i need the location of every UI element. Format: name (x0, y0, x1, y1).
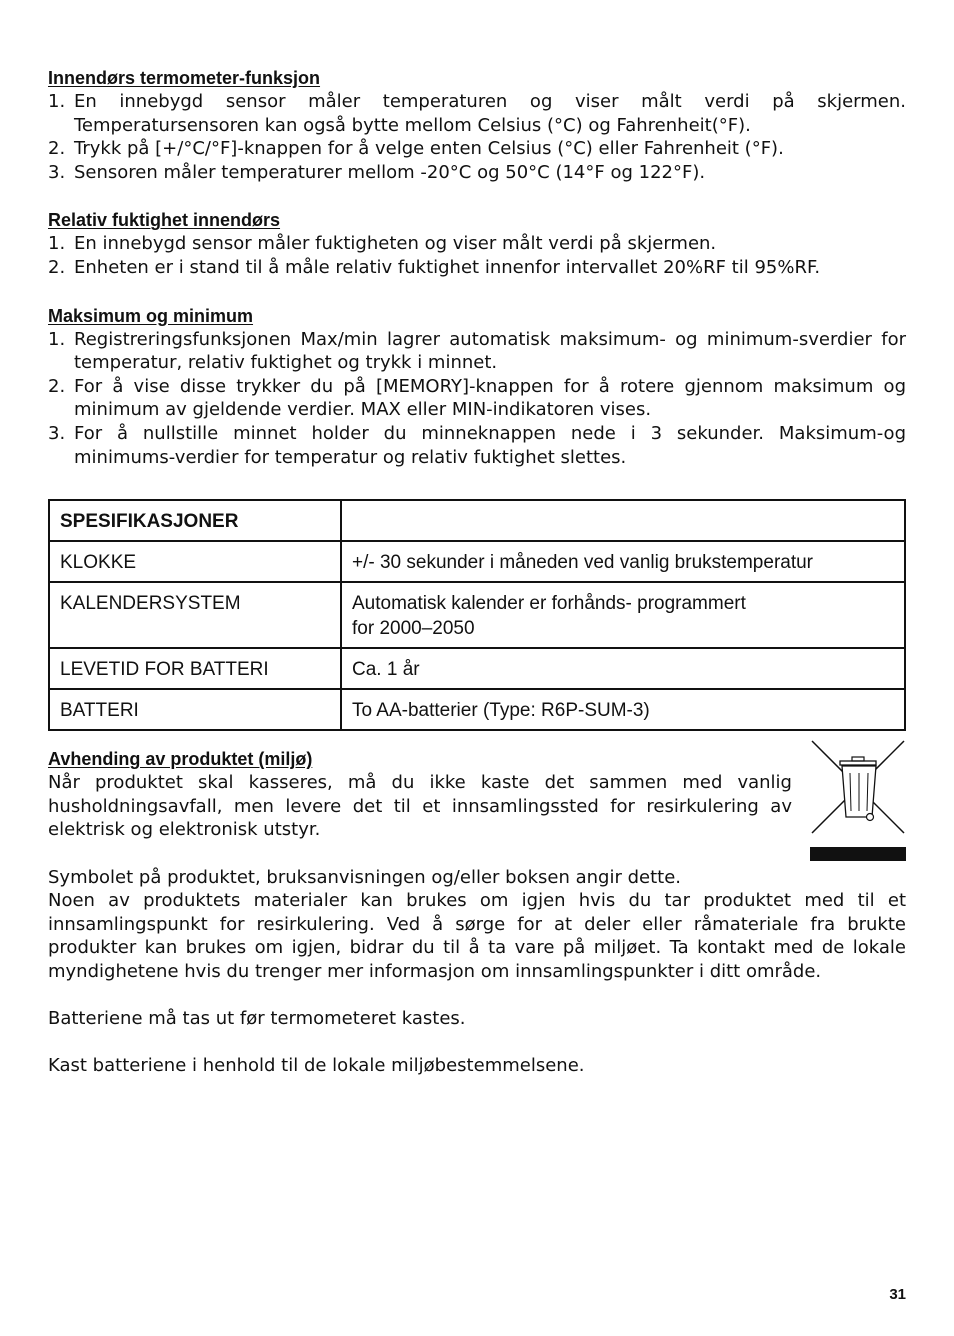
disposal-intro: Når produktet skal kasseres, må du ikke kaste det sammen med vanlig husholdningsavfall, men levere det til et innsamlingssted for resirkulering av elektrisk og elektronisk utstyr. (48, 772, 792, 841)
list-item: 2. Enheten er i stand til å måle relativ fuktighet innenfor intervallet 20%RF til 95%RF. (48, 256, 821, 278)
heading-indoor-temperature: Innendørs termometer-funksjon (48, 68, 321, 88)
list-item: 1. En innebygd sensor måler temperaturen og viser målt verdi på skjermen. Temperatursensoren kan også bytte mellom Celsius (°C) og Fahrenheit(°F). (48, 91, 906, 136)
list-item: 2. For å vise disse trykker du på [MEMORY]-knappen for å rotere gjennom maksimum og minimum av gjeldende verdier. MAX eller MIN-indikatoren vises. (48, 375, 906, 421)
list-indoor-temperature (48, 90, 906, 184)
table-row (49, 689, 905, 730)
table-header-cell (341, 500, 905, 541)
table-cell: KALENDERSYSTEM (49, 582, 341, 648)
section-indoor-temperature (48, 66, 906, 184)
table-row (49, 541, 905, 582)
list-item: 1. Registreringsfunksjonen Max/min lagrer automatisk maksimum- og minimum-sverdier for temperatur, relativ fuktighet og trykk i minnet. (48, 328, 906, 374)
disposal-paragraph: Kast batteriene i henhold til de lokale miljøbestemmelsene. (48, 1055, 585, 1077)
table-cell: LEVETID FOR BATTERI (49, 648, 341, 689)
table-row (49, 648, 905, 689)
weee-crossed-bin-icon (810, 739, 906, 863)
disposal-paragraph: Batteriene må tas ut før termometeret kastes. (48, 1008, 466, 1030)
disposal-paragraph: Symbolet på produktet, bruksanvisningen og/eller boksen angir dette. (48, 866, 681, 888)
heading-humidity: Relativ fuktighet innendørs (48, 210, 281, 231)
table-row (49, 582, 905, 648)
list-max-min (48, 328, 906, 470)
disposal-paragraph: Noen av produktets materialer kan brukes om igjen hvis du tar produktet med til et innsamlingspunkt for resirkulering. Ved å sørge for at deler eller råmateriale fra brukte produkter kan brukes om igjen, bidrar du til å ta vare på miljøet. Ta kontakt med de lokale myndighetene hvis du trenger mer informasjon om innsamlingspunkter i ditt område. (48, 890, 906, 982)
table-cell: +/- 30 sekunder i måneden ved vanlig brukstemperatur (341, 541, 905, 582)
section-humidity (48, 208, 906, 279)
table-cell: KLOKKE (49, 541, 341, 582)
page-number: 31 (889, 1286, 906, 1303)
table-cell: To AA-batterier (Type: R6P-SUM-3) (341, 689, 905, 730)
list-humidity (48, 232, 906, 279)
heading-disposal: Avhending av produktet (miljø) (48, 749, 313, 770)
list-item: 2. Trykk på [+/°C/°F]-knappen for å velge enten Celsius (°C) eller Fahrenheit (°F). (48, 138, 784, 160)
page-content (48, 66, 906, 1078)
section-max-min (48, 304, 906, 470)
heading-max-min: Maksimum og minimum (48, 305, 254, 326)
table-cell: Automatisk kalender er forhånds- programmert for 2000–2050 (341, 582, 905, 648)
table-cell: Ca. 1 år (341, 648, 905, 689)
specifications-table (48, 499, 906, 731)
table-header-row (49, 500, 905, 541)
section-disposal (48, 747, 906, 1078)
table-header-cell: SPESIFIKASJONER (49, 500, 341, 541)
list-item: 1. En innebygd sensor måler fuktigheten og viser målt verdi på skjermen. (48, 233, 717, 255)
list-item: 3. For å nullstille minnet holder du minneknappen nede i 3 sekunder. Maksimum-og minimums-verdier for temperatur og relativ fuktighet slettes. (48, 422, 906, 468)
list-item: 3. Sensoren måler temperaturer mellom -20°C og 50°C (14°F og 122°F). (48, 161, 706, 183)
table-cell: BATTERI (49, 689, 341, 730)
